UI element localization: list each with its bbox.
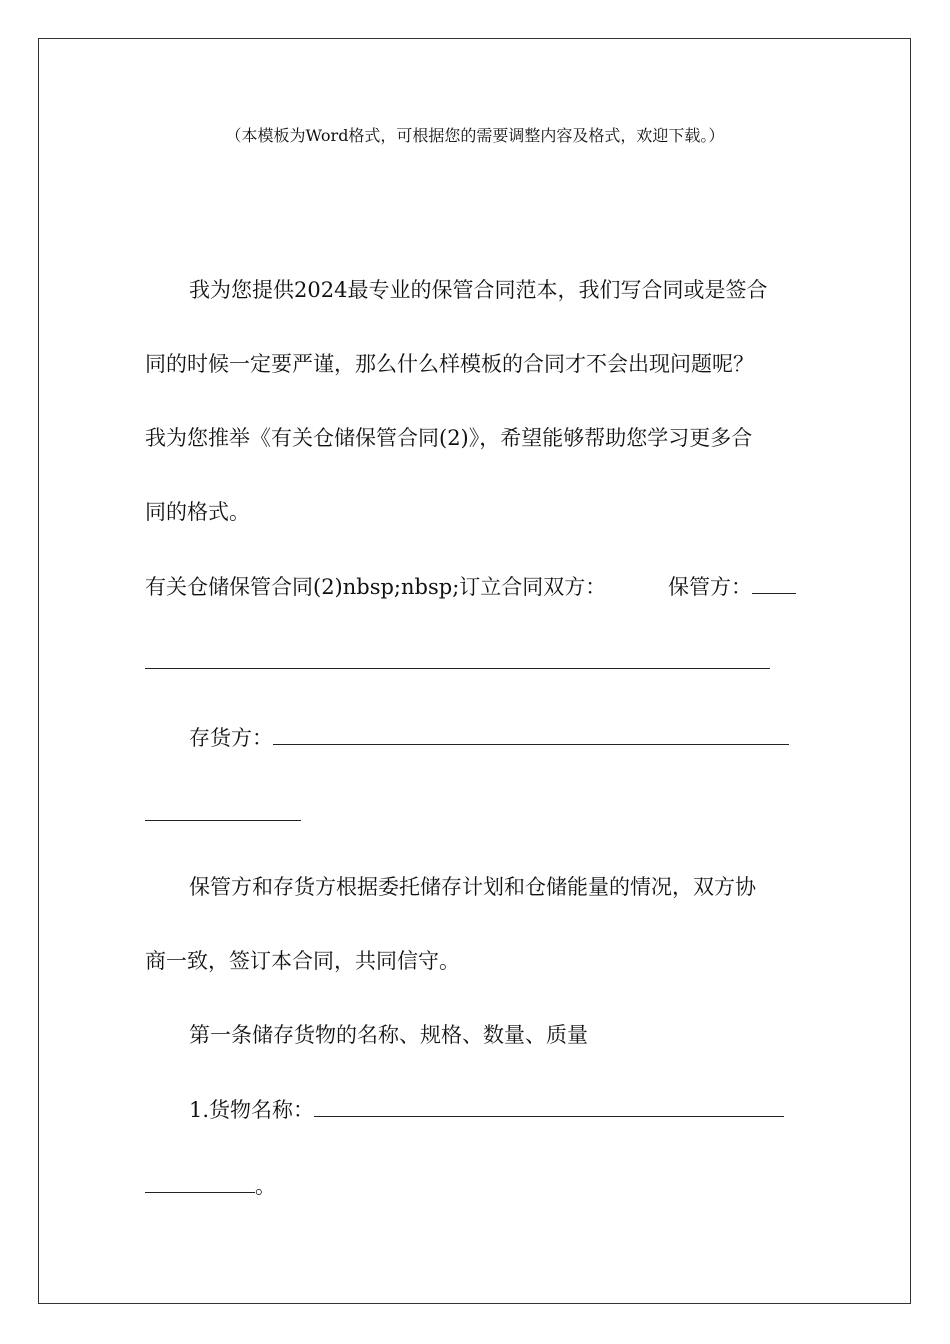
template-note: （本模板为Word格式，可根据您的需要调整内容及格式，欢迎下载。） [225, 126, 725, 145]
keeper-blank-continued [145, 668, 770, 669]
intro-line-4: 同的格式。 [145, 500, 250, 524]
intro-line-1: 我为您提供2024最专业的保管合同范本，我们写合同或是签合 [189, 278, 768, 302]
keeper-label: 保管方： [668, 575, 752, 599]
depositor-blank [273, 726, 789, 745]
keeper-blank [752, 575, 796, 594]
article-1-title: 第一条储存货物的名称、规格、数量、质量 [189, 1023, 588, 1047]
parties-heading: 有关仓储保管合同(2)nbsp;nbsp;订立合同双方： [145, 575, 607, 599]
goods-name-field [189, 1096, 784, 1124]
intro-line-3: 我为您推举《有关仓储保管合同(2)》，希望能够帮助您学习更多合 [145, 426, 753, 450]
depositor-blank-continued [145, 820, 301, 821]
goods-name-blank-continued [145, 1174, 255, 1193]
goods-name-continued [145, 1172, 276, 1200]
depositor-label: 存货方： [189, 726, 273, 750]
intro-line-2: 同的时候一定要严谨，那么什么样模板的合同才不会出现问题呢？ [145, 352, 754, 376]
goods-name-blank [314, 1098, 784, 1117]
goods-name-end-mark: 。 [255, 1174, 276, 1198]
parties-line [145, 573, 606, 601]
keeper-field [668, 573, 796, 601]
goods-name-label: 1.货物名称： [189, 1098, 315, 1122]
agreement-line-1: 保管方和存货方根据委托储存计划和仓储能量的情况，双方协 [189, 875, 756, 899]
depositor-field [189, 724, 789, 752]
agreement-line-2: 商一致，签订本合同，共同信守。 [145, 949, 460, 973]
